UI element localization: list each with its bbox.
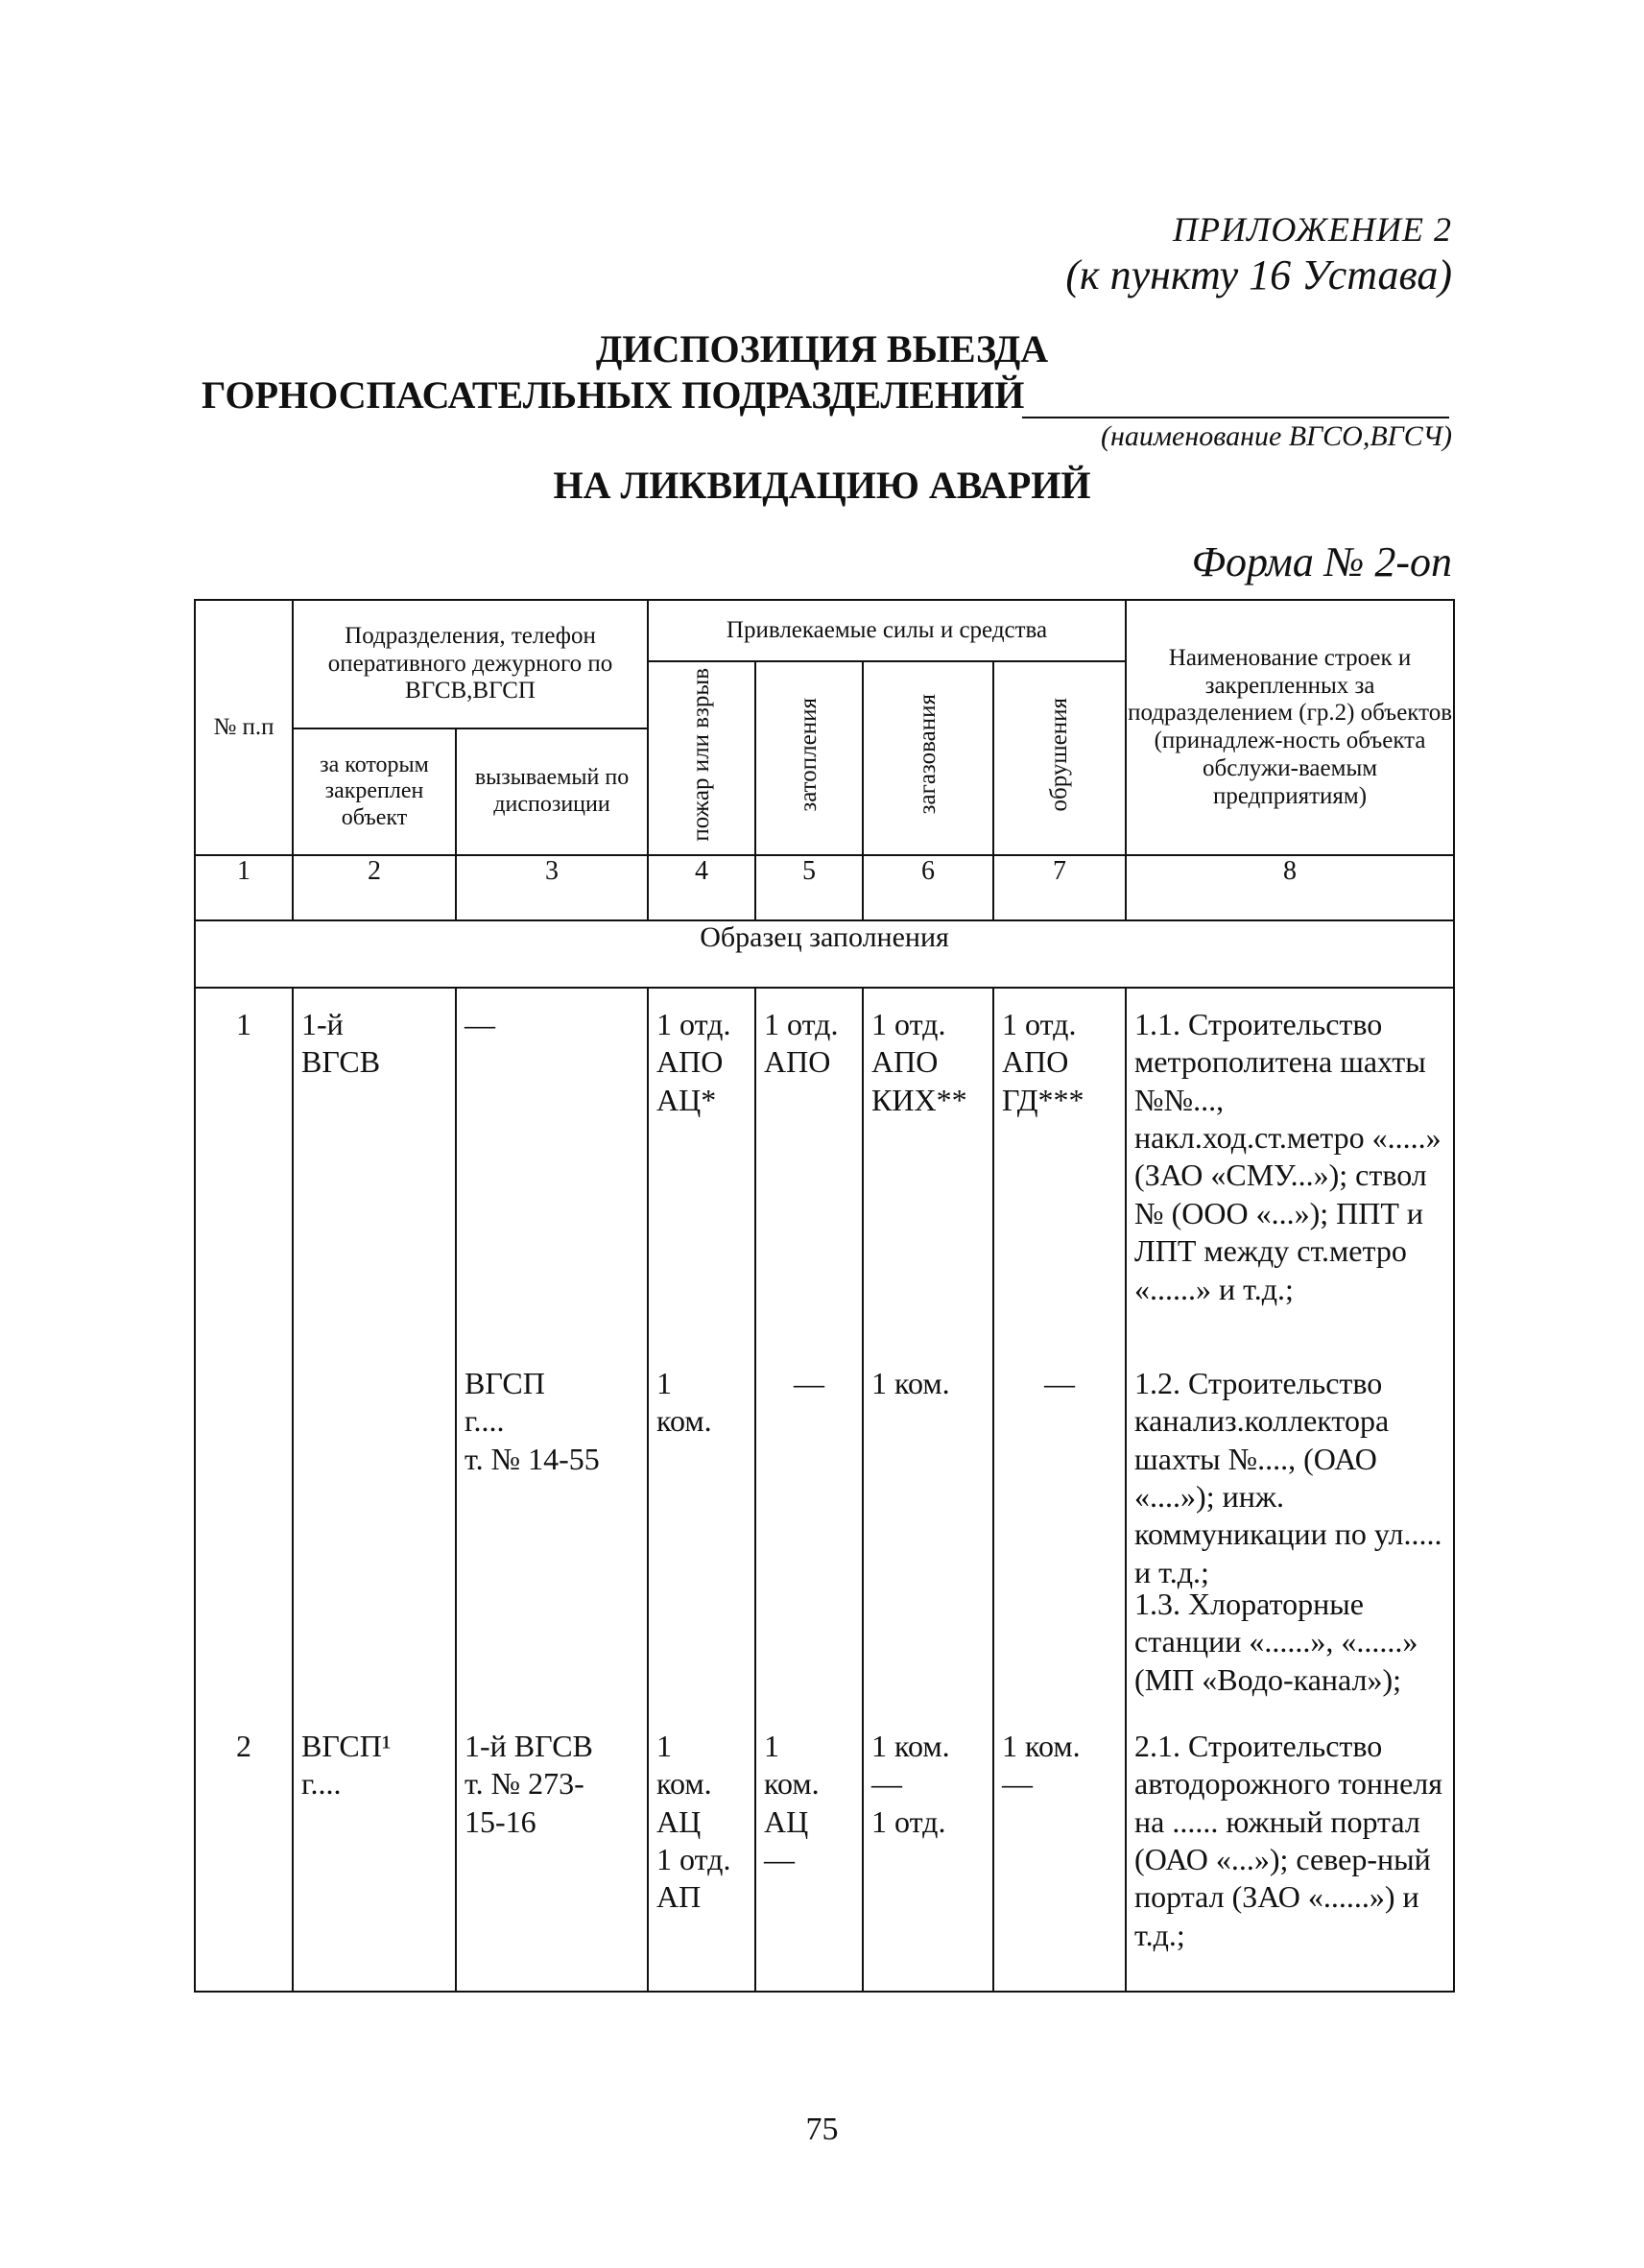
appendix-label: ПРИЛОЖЕНИЕ 2 [1173, 210, 1452, 249]
sample-row [195, 920, 1454, 988]
header-col-3 [456, 728, 648, 855]
header-group-units [293, 600, 648, 728]
object-item-1-3: 1.3. Хлораторные станции «......», «......» (МП «Водо-канал»); [1134, 1587, 1418, 1697]
column-number: 4 [648, 855, 755, 920]
row-1-collapse-b: — [1044, 1366, 1076, 1400]
row-2-assigned: ВГСП¹ г.... [301, 1729, 392, 1802]
object-item-2-1: 2.1. Строительство автодорожного тоннеля на ...... южный портал (ОАО «...»); север-ный портал (ЗАО «......») и т.д.; [1134, 1729, 1442, 1952]
appendix-reference: (к пункту 16 Устава) [1065, 251, 1452, 299]
cell-col-7 [993, 988, 1126, 1992]
header-col-2 [293, 728, 456, 855]
header-col-1 [195, 600, 293, 855]
row-1-fire-a: 1 отд. АПО АЦ* [656, 1007, 731, 1117]
row-2-flood: 1 ком. АЦ — [764, 1729, 820, 1877]
column-number: 2 [293, 855, 456, 920]
cell-col-8 [1126, 988, 1454, 1992]
row-1-flood-a: 1 отд. АПО [764, 1007, 839, 1080]
header-col-6 [863, 661, 993, 855]
row-2-fire: 1 ком. АЦ 1 отд. АП [656, 1729, 731, 1915]
header-col-6-label: загазования [915, 694, 941, 815]
appendix-header [1065, 209, 1452, 301]
header-col-8-label: Наименование строек и закрепленных за подразделением (гр.2) объектов (принадлеж-ность объекта обслужи-ваемым предприятиям) [1128, 644, 1453, 809]
column-number: 7 [993, 855, 1126, 920]
header-col-7-label: обрушения [1046, 697, 1073, 812]
title-hint: (наименование ВГСО,ВГСЧ) [1101, 420, 1452, 452]
row-2-gas: 1 ком. — 1 отд. [871, 1729, 950, 1839]
table-body-row [195, 988, 1454, 1992]
title-line-3: НА ЛИКВИДАЦИЮ АВАРИЙ [553, 464, 1091, 507]
cell-col-5 [755, 988, 863, 1992]
cell-col-6 [863, 988, 993, 1992]
header-col-1-label: № п.п [213, 713, 274, 740]
row-2-collapse: 1 ком. — [1002, 1729, 1081, 1802]
cell-col-3 [456, 988, 648, 1992]
title-line-2: ГОРНОСПАСАТЕЛЬНЫХ ПОДРАЗДЕЛЕНИЙ [202, 373, 1025, 417]
header-col-4 [648, 661, 755, 855]
header-col-5 [755, 661, 863, 855]
cell-col-1 [195, 988, 293, 1992]
row-2-called: 1-й ВГСВ т. № 273- 15-16 [465, 1729, 593, 1839]
row-1-gas-b: 1 ком. [871, 1366, 950, 1400]
title-line-1: ДИСПОЗИЦИЯ ВЫЕЗДА [595, 327, 1049, 370]
row-2-number: 2 [236, 1729, 251, 1763]
header-group-units-label: Подразделения, телефон оперативного дежурного по ВГСВ,ВГСП [327, 622, 613, 704]
row-1-collapse-a: 1 отд. АПО ГД*** [1002, 1007, 1084, 1117]
header-col-3-label: вызываемый по диспозиции [474, 765, 630, 817]
column-number: 1 [195, 855, 293, 920]
header-col-5-label: затопления [796, 697, 822, 812]
row-1-assigned: 1-й ВГСВ [301, 1007, 381, 1080]
header-col-7 [993, 661, 1126, 855]
row-1-fire-b: 1 ком. [656, 1366, 712, 1439]
row-1-gas-a: 1 отд. АПО КИХ** [871, 1007, 967, 1117]
header-col-4-label: пожар или взрыв [688, 667, 715, 842]
cell-col-4 [648, 988, 755, 1992]
title-line-2-row [202, 372, 1449, 422]
column-numbers-row [195, 855, 1454, 920]
header-col-2-label: за которым закреплен объект [320, 752, 429, 830]
object-item-1-2: 1.2. Строительство канализ.коллектора шахты №...., (ОАО «....»); инж. коммуникации по ул..... и т.д.; [1134, 1366, 1442, 1589]
row-1-number: 1 [236, 1007, 251, 1041]
column-number: 5 [755, 855, 863, 920]
row-1-called-b: ВГСП г.... т. № 14-55 [465, 1366, 600, 1476]
form-number: Форма № 2-оп [1191, 538, 1452, 585]
column-number: 6 [863, 855, 993, 920]
disposition-table [194, 599, 1455, 1993]
column-number: 3 [456, 855, 648, 920]
cell-col-2 [293, 988, 456, 1992]
column-number: 8 [1126, 855, 1454, 920]
header-group-forces-label: Привлекаемые силы и средства [726, 616, 1048, 643]
row-1-called-a: — [465, 1007, 495, 1041]
sample-label: Образец заполнения [195, 920, 1454, 988]
fill-in-line [1022, 417, 1449, 418]
header-col-8 [1126, 600, 1454, 855]
page-number: 75 [805, 2112, 839, 2147]
object-item-1-1: 1.1. Строительство метрополитена шахты №№..., накл.ход.ст.метро «.....» (ЗАО «СМУ...»); ствол № (ООО «...»); ППТ и ЛПТ между ст.метро «......» и т.д.; [1134, 1007, 1441, 1306]
header-group-forces [648, 600, 1126, 661]
row-1-flood-b: — [794, 1366, 825, 1400]
